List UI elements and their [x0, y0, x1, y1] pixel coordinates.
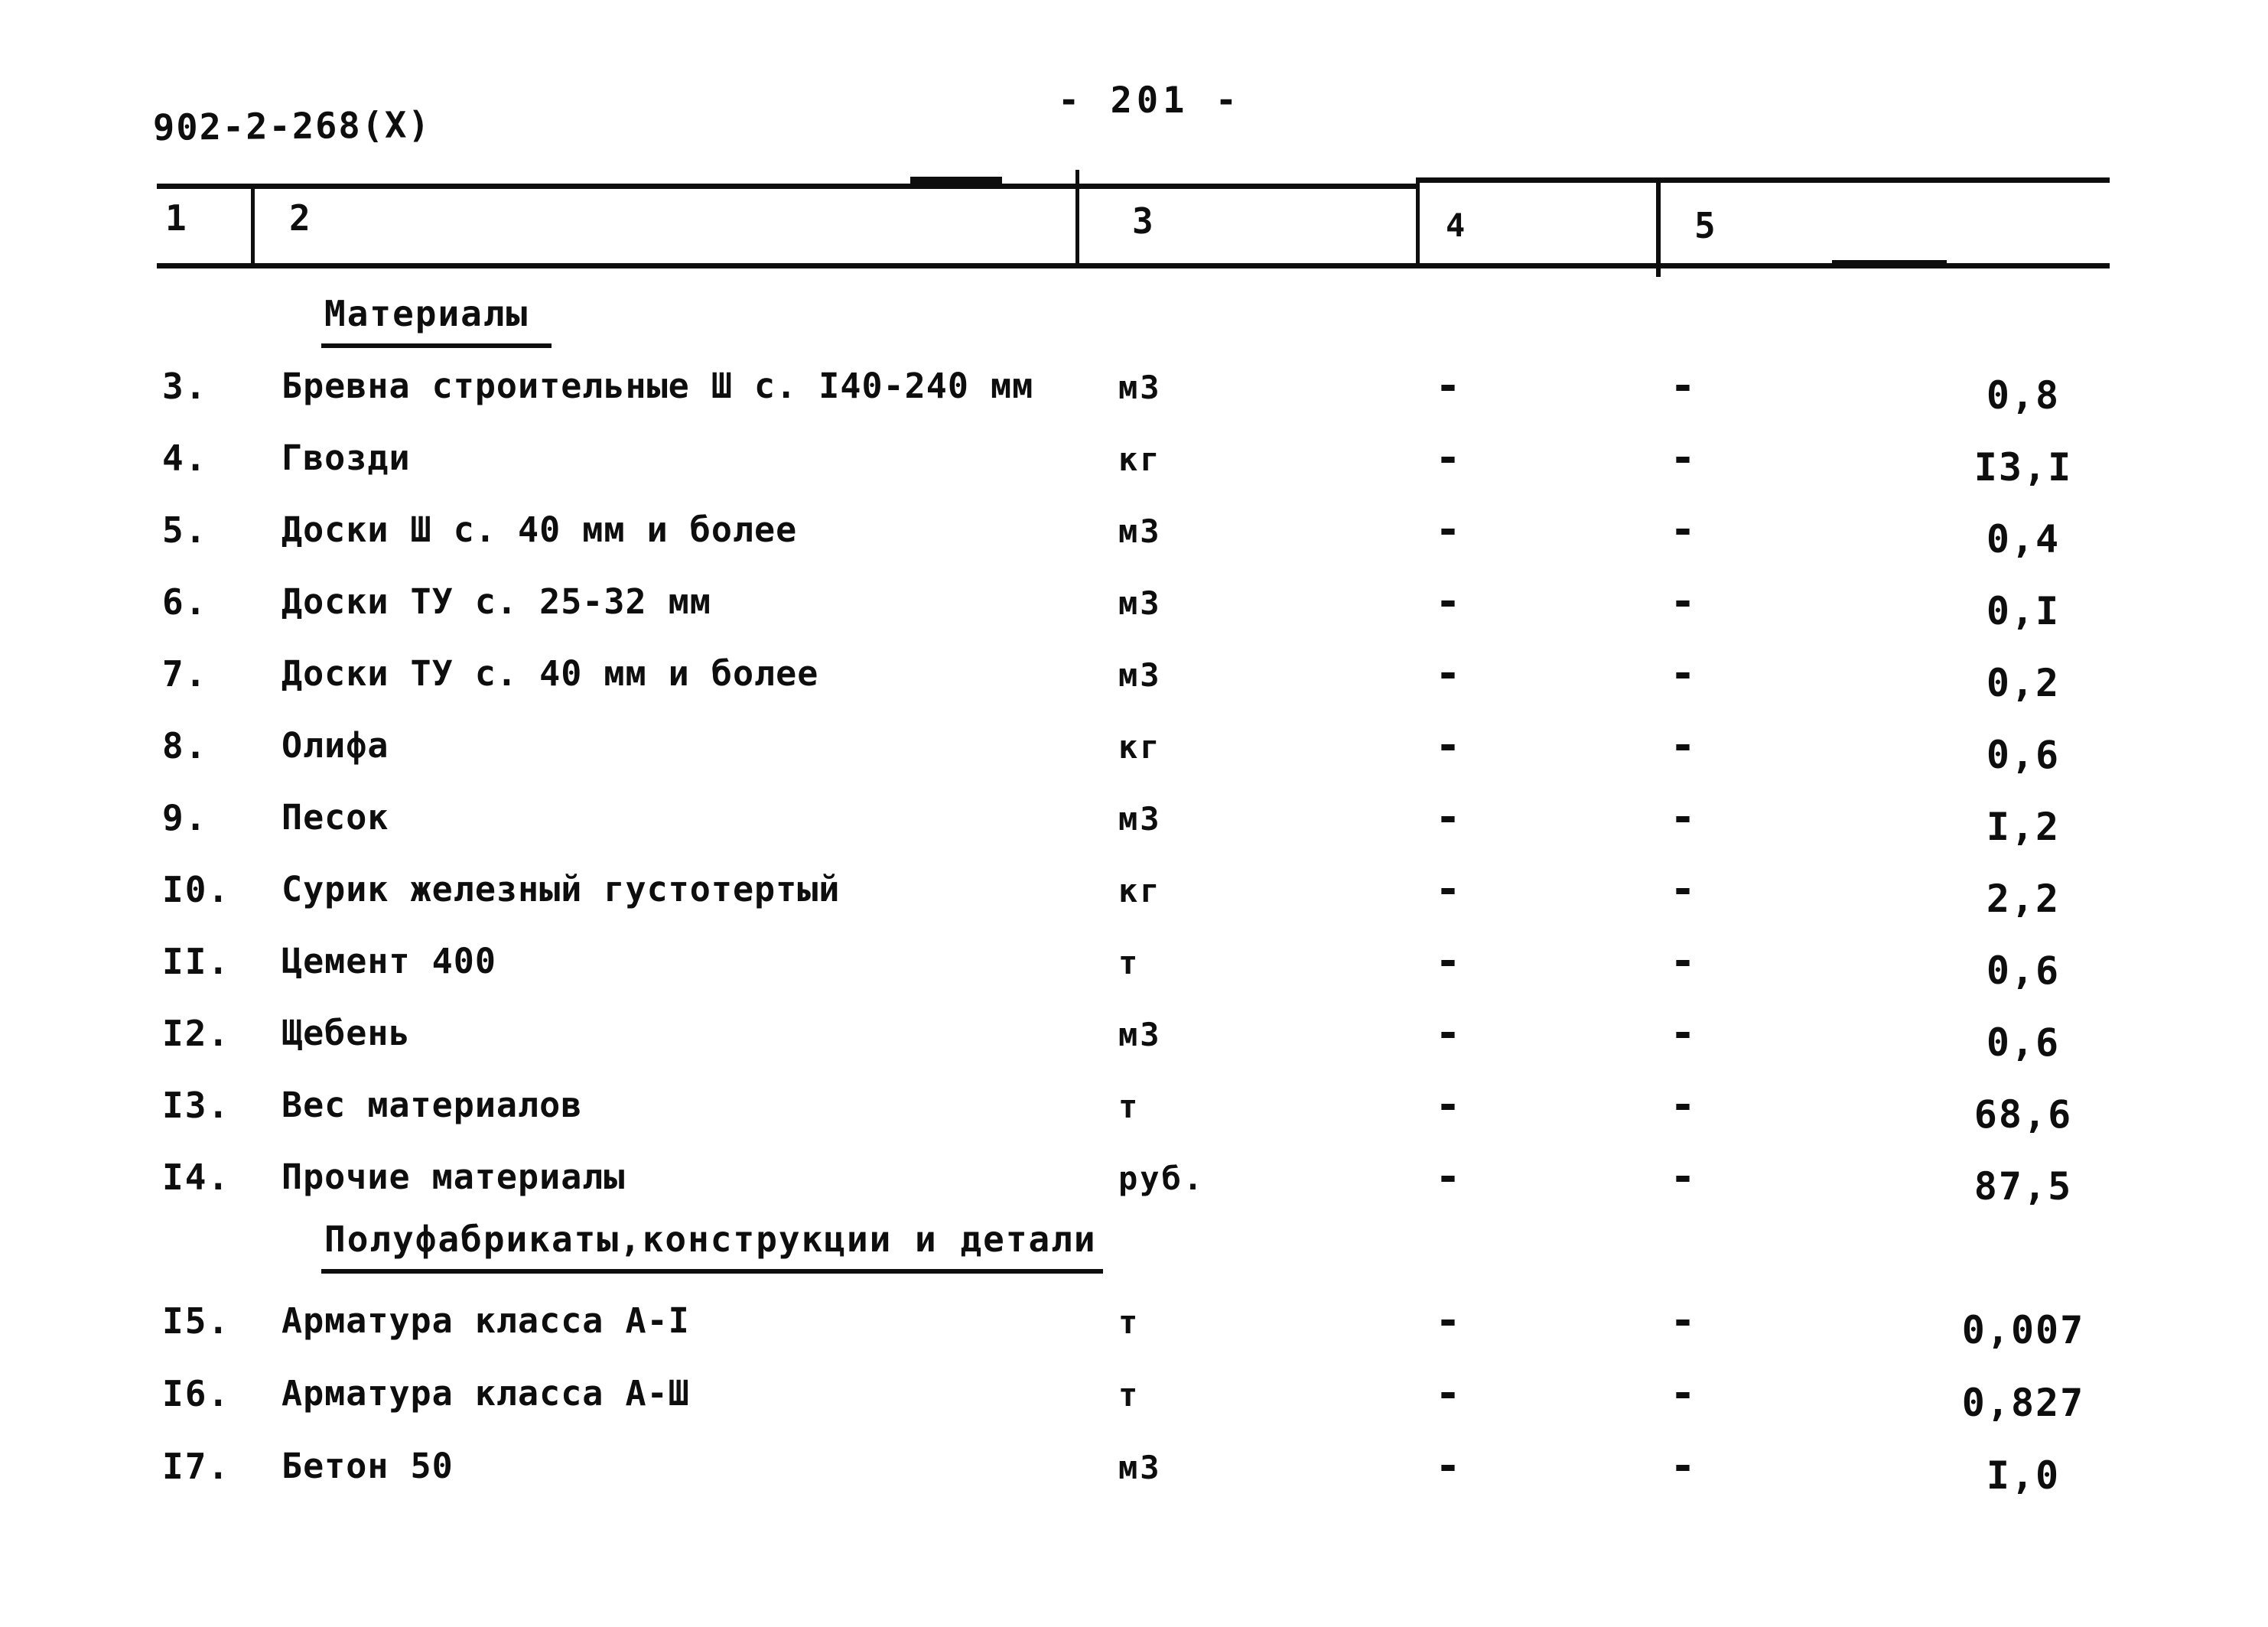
row-col5-dash: - [1670, 1008, 1696, 1058]
table-row [0, 1152, 2268, 1209]
row-unit: руб. [1118, 1160, 1206, 1197]
column-divider-1-2 [251, 184, 255, 266]
row-col4-dash: - [1435, 1441, 1461, 1491]
row-name: Арматура класса А-Ш [281, 1373, 690, 1414]
row-col5-dash: - [1670, 1080, 1696, 1130]
row-number: I3. [162, 1085, 231, 1126]
row-unit: м3 [1118, 369, 1162, 406]
row-col4-dash: - [1435, 721, 1461, 770]
table-row [0, 1441, 2268, 1498]
row-name: Арматура класса А-I [281, 1300, 690, 1341]
row-name: Прочие материалы [281, 1157, 626, 1197]
row-col4-dash: - [1435, 577, 1461, 626]
row-col4-dash: - [1435, 1152, 1461, 1202]
row-unit: м3 [1118, 1449, 1162, 1486]
column-divider-2-3 [1075, 170, 1079, 267]
scan-artifact [1832, 260, 1947, 268]
row-value: 2,2 [1986, 877, 2061, 921]
row-col4-dash: - [1435, 1008, 1461, 1058]
row-number: 8. [162, 725, 208, 766]
row-col5-dash: - [1670, 433, 1696, 483]
row-unit: м3 [1118, 584, 1162, 622]
row-value: 0,007 [1961, 1308, 2085, 1352]
table-top-border-left [157, 184, 1419, 189]
table-row [0, 649, 2268, 705]
row-number: 5. [162, 509, 208, 551]
row-name: Сурик железный густотертый [281, 869, 841, 909]
row-number: 6. [162, 581, 208, 623]
row-col4-dash: - [1435, 936, 1461, 986]
row-value: I3,I [1974, 445, 2073, 490]
row-col4-dash: - [1435, 1296, 1461, 1346]
table-row [0, 433, 2268, 490]
row-number: II. [162, 941, 231, 982]
section-title-semifinished: Полуфабрикаты,конструкции и детали [321, 1219, 1103, 1274]
row-col5-dash: - [1670, 577, 1696, 626]
row-unit: т [1118, 1303, 1141, 1341]
row-value: 0,2 [1986, 661, 2061, 705]
column-header-2: 2 [289, 197, 311, 239]
row-col5-dash: - [1670, 361, 1696, 411]
row-number: I7. [162, 1446, 231, 1487]
row-name: Гвозди [281, 438, 411, 478]
row-unit: т [1118, 944, 1141, 981]
row-col5-dash: - [1670, 1152, 1696, 1202]
row-value: 0,I [1986, 589, 2061, 633]
row-number: 3. [162, 366, 208, 407]
column-header-5: 5 [1694, 205, 1716, 246]
row-col4-dash: - [1435, 505, 1461, 555]
row-unit: кг [1118, 728, 1162, 766]
table-row [0, 577, 2268, 633]
row-unit: м3 [1118, 656, 1162, 694]
row-col5-dash: - [1670, 864, 1696, 914]
row-number: I5. [162, 1300, 231, 1342]
row-name: Бревна строительные Ш с. I40-240 мм [281, 366, 1034, 406]
row-number: 7. [162, 653, 208, 695]
table-row [0, 936, 2268, 993]
table-row [0, 1008, 2268, 1065]
column-header-1: 1 [165, 197, 187, 239]
row-col5-dash: - [1670, 792, 1696, 842]
row-number: I6. [162, 1373, 231, 1414]
document-code: 902-2-268(X) [152, 104, 431, 149]
table-top-border-right [1416, 177, 2110, 183]
row-value: I,2 [1986, 805, 2061, 849]
table-row [0, 1296, 2268, 1352]
row-name: Олифа [281, 725, 389, 766]
column-divider-4-5 [1656, 178, 1661, 277]
row-unit: м3 [1118, 513, 1162, 550]
table-row [0, 792, 2268, 849]
row-unit: кг [1118, 872, 1162, 909]
row-value: 87,5 [1974, 1164, 2073, 1209]
row-col5-dash: - [1670, 649, 1696, 698]
row-value: 0,6 [1986, 949, 2061, 993]
row-number: I2. [162, 1013, 231, 1054]
row-value: 0,4 [1986, 517, 2061, 561]
row-name: Цемент 400 [281, 941, 496, 981]
row-name: Бетон 50 [281, 1446, 454, 1486]
section-title-materials: Материалы [321, 293, 552, 348]
row-number: 9. [162, 797, 208, 838]
row-col5-dash: - [1670, 721, 1696, 770]
row-unit: кг [1118, 441, 1162, 478]
row-name: Вес материалов [281, 1085, 583, 1125]
row-col4-dash: - [1435, 1080, 1461, 1130]
row-number: 4. [162, 438, 208, 479]
row-col4-dash: - [1435, 792, 1461, 842]
table-header-bottom-border [157, 263, 2110, 268]
row-col4-dash: - [1435, 361, 1461, 411]
table-row [0, 505, 2268, 561]
row-col4-dash: - [1435, 1368, 1461, 1418]
row-number: I0. [162, 869, 231, 910]
row-col4-dash: - [1435, 433, 1461, 483]
row-value: 0,6 [1986, 1020, 2061, 1065]
row-unit: м3 [1118, 1016, 1162, 1053]
row-col5-dash: - [1670, 1296, 1696, 1346]
row-value: 0,827 [1961, 1381, 2085, 1425]
row-name: Щебень [281, 1013, 411, 1053]
row-col5-dash: - [1670, 936, 1696, 986]
column-header-4: 4 [1446, 207, 1466, 244]
row-col4-dash: - [1435, 864, 1461, 914]
row-number: I4. [162, 1157, 231, 1198]
row-col5-dash: - [1670, 1441, 1696, 1491]
column-divider-3-4 [1416, 179, 1420, 267]
page-number: - 201 - [1058, 80, 1242, 122]
row-name: Доски ТУ с. 25-32 мм [281, 581, 711, 622]
table-row [0, 1080, 2268, 1137]
row-unit: м3 [1118, 800, 1162, 838]
table-row [0, 1368, 2268, 1425]
table-row [0, 721, 2268, 777]
row-value: 0,8 [1986, 373, 2061, 418]
row-value: I,0 [1986, 1453, 2061, 1498]
row-col4-dash: - [1435, 649, 1461, 698]
row-unit: т [1118, 1088, 1141, 1125]
table-row [0, 361, 2268, 418]
row-value: 68,6 [1974, 1092, 2073, 1137]
row-col5-dash: - [1670, 505, 1696, 555]
row-unit: т [1118, 1376, 1141, 1414]
row-name: Доски Ш с. 40 мм и более [281, 509, 798, 550]
row-name: Песок [281, 797, 389, 838]
row-name: Доски ТУ с. 40 мм и более [281, 653, 819, 694]
row-col5-dash: - [1670, 1368, 1696, 1418]
row-value: 0,6 [1986, 733, 2061, 777]
scan-artifact [910, 177, 1002, 184]
table-row [0, 864, 2268, 921]
column-header-3: 3 [1132, 200, 1154, 242]
